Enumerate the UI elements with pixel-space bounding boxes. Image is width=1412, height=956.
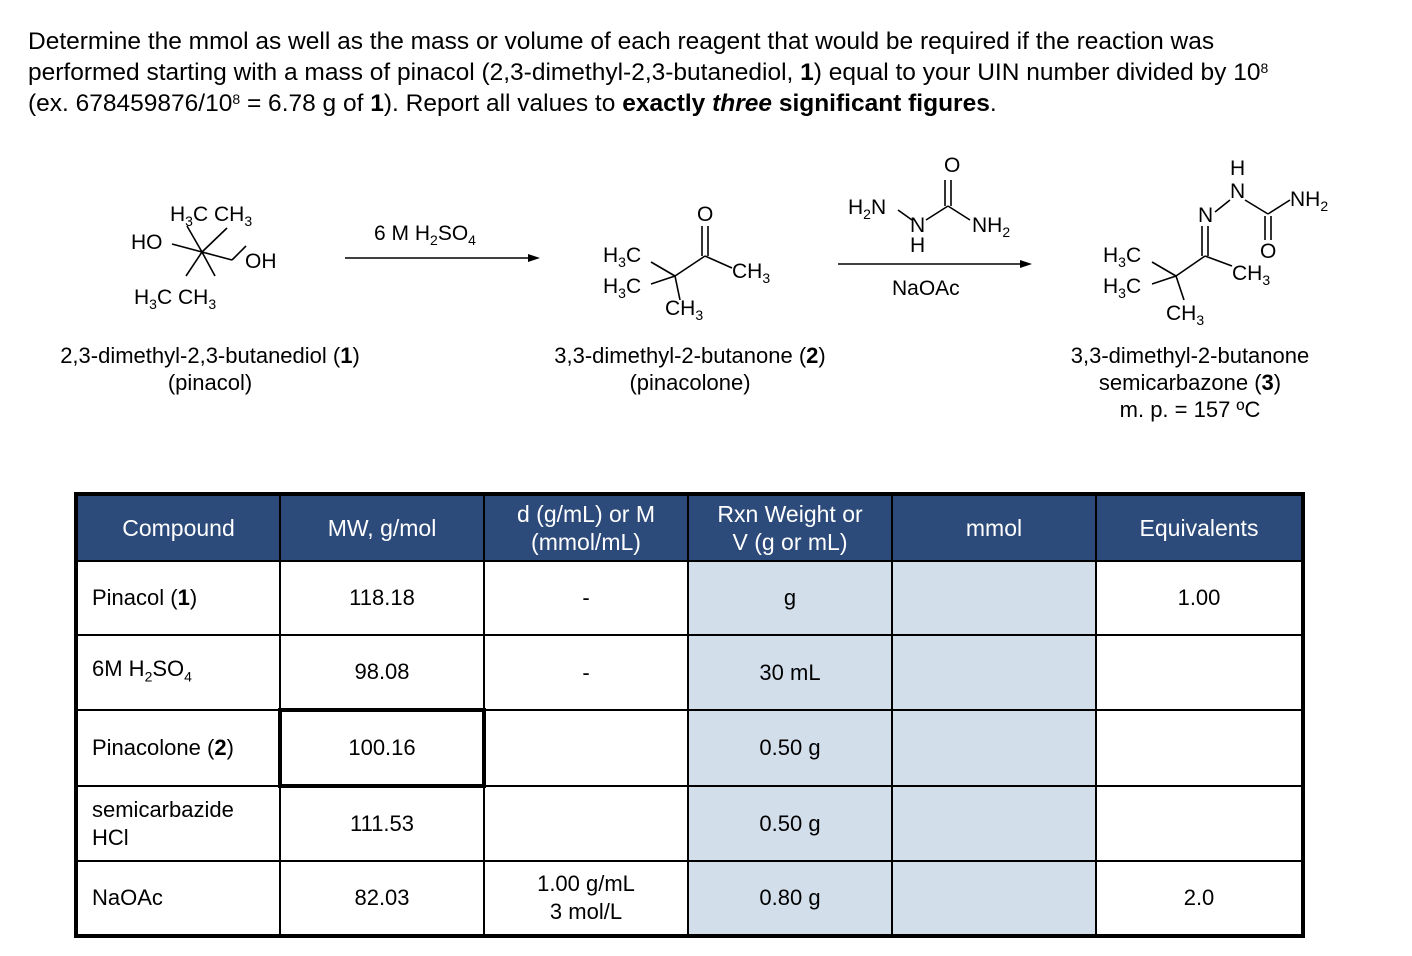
rxn-weight-input[interactable]: 0.50 g [688,710,892,786]
mw-cell: 111.53 [280,786,484,861]
equivalents-cell: 1.00 [1096,561,1303,635]
mmol-input[interactable] [892,710,1096,786]
step2-reagent: NaOAc [892,277,960,300]
svg-text:O: O [944,154,961,177]
compound-cell: Pinacol (1) [76,561,280,635]
header-equivalents: Equivalents [1096,494,1303,561]
rxn-weight-input[interactable]: 0.50 g [688,786,892,861]
svg-text:NH2: $NH_2$ [1290,188,1329,214]
compound-cell: Pinacolone (2) [76,710,280,786]
compound1-caption: 2,3-dimethyl-2,3-butanediol (1) (pinacol) [60,343,360,395]
instructions [28,26,1388,119]
instruction-line-1: Determine the mmol as well as the mass or volume of each reagent that would be required if the reaction was [28,28,1215,55]
svg-text:H3C: $H_3C$ [1103,275,1142,301]
rxn-weight-input[interactable]: 30 mL [688,635,892,710]
mw-cell: 100.16 [280,710,484,786]
equivalents-cell: 2.0 [1096,861,1303,936]
step1-reagent: 6 M $H_2SO_4$ [374,222,476,248]
svg-text:H3C CH3: $H_3C$ $CH_3$ [170,203,253,229]
compound-cell: 6M $H_2SO_4$ [76,635,280,710]
mmol-input[interactable] [892,561,1096,635]
mw-cell: 82.03 [280,861,484,936]
svg-text:CH3: $CH_3$ [1166,302,1205,328]
pinacol-structure [172,226,246,276]
svg-text:OH: OH [245,250,277,273]
svg-text:CH3: $CH_3$ [732,260,771,286]
svg-text:O: O [1260,240,1277,263]
header-rxn-weight: Rxn Weight or V (g or mL) [688,494,892,561]
density-cell: 1.00 g/mL 3 mol/L [484,861,688,936]
equivalents-input[interactable] [1096,786,1303,861]
equivalents-input[interactable] [1096,710,1303,786]
mw-cell: 98.08 [280,635,484,710]
reaction-arrow-1 [345,254,540,262]
svg-text:CH3: $CH_3$ [1232,262,1271,288]
density-cell: - [484,635,688,710]
svg-text:N: N [910,214,926,237]
compound-cell: NaOAc [76,861,280,936]
compound-cell: semicarbazide HCl [76,786,280,861]
svg-text:O: O [697,203,714,226]
table-row [76,710,1303,786]
svg-text:CH3: $CH_3$ [665,297,704,323]
header-compound: Compound [76,494,280,561]
table-row [76,635,1303,710]
svg-text:H2N: $H_2N$ [848,196,887,222]
density-input[interactable] [484,710,688,786]
svg-text:N: N [1230,180,1246,203]
semicarbazide-structure [898,180,970,220]
density-input[interactable] [484,786,688,861]
header-mw: MW, g/mol [280,494,484,561]
instruction-line-2: performed starting with a mass of pinacol (2,3-dimethyl-2,3-butanediol, 1) equal to your UIN number divided by $10^8$ [28,59,1269,86]
svg-text:H3C CH3: $H_3C$ $CH_3$ [134,286,217,312]
rxn-weight-input[interactable]: 0.80 g [688,861,892,936]
reagent-table [74,492,1305,938]
mmol-input[interactable] [892,861,1096,936]
table-row [76,861,1303,936]
compound3-caption: 3,3-dimethyl-2-butanone semicarbazone (3) m. p. = 157 ºC [1070,343,1310,422]
mw-cell: 118.18 [280,561,484,635]
density-cell: - [484,561,688,635]
svg-text:HO: HO [131,231,163,254]
svg-text:N: N [1198,204,1214,227]
header-density: d (g/mL) or M (mmol/mL) [484,494,688,561]
svg-text:H: H [910,234,926,257]
compound2-caption: 3,3-dimethyl-2-butanone (2) (pinacolone) [554,343,826,395]
table-row [76,786,1303,861]
instruction-line-3: (ex. $678459876/10^8 = 6.78$ g of 1). Report all values to exactly three significant figures. [28,90,997,117]
reaction-arrow-2 [838,260,1032,268]
equivalents-input[interactable] [1096,635,1303,710]
pinacolone-structure [651,226,732,300]
mmol-input[interactable] [892,635,1096,710]
header-mmol: mmol [892,494,1096,561]
svg-text:H3C: $H_3C$ [1103,244,1142,270]
svg-text:H3C: $H_3C$ [603,244,642,270]
svg-text:NH2: $NH_2$ [972,214,1011,240]
mmol-input[interactable] [892,786,1096,861]
rxn-weight-input[interactable]: g [688,561,892,635]
table-row [76,561,1303,635]
svg-text:H3C: $H_3C$ [603,275,642,301]
table-header-row [76,494,1303,561]
svg-text:H: H [1230,157,1246,180]
